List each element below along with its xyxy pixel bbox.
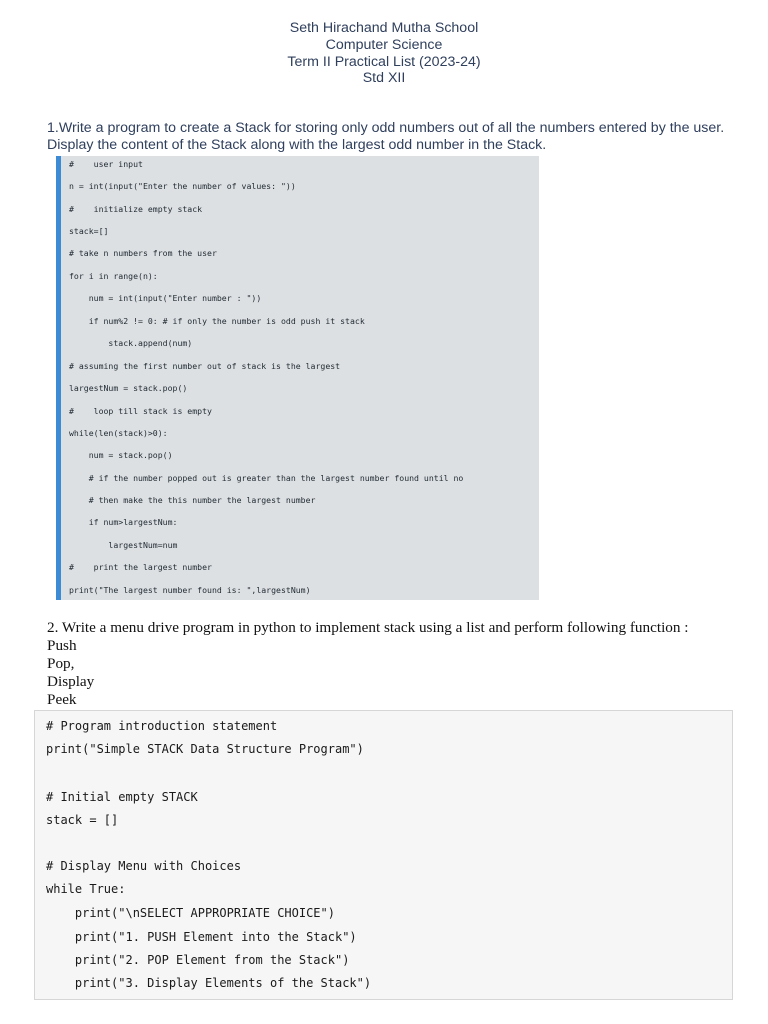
code-line: stack=[] [69,226,109,236]
function-item-peek: Peek [47,691,77,708]
code-line: # user input [69,159,143,169]
code-line: n = int(input("Enter the number of values: ")) [69,181,296,191]
code-line: # then make the this number the largest number [69,495,316,505]
code-line: # initialize empty stack [69,204,203,214]
code-line: stack = [] [46,813,119,827]
code-line: print("2. POP Element from the Stack") [46,953,350,967]
code-line: print("3. Display Elements of the Stack") [46,976,372,990]
code-line: print("Simple STACK Data Structure Program") [46,742,364,756]
code-line: print("1. PUSH Element into the Stack") [46,930,357,944]
question-2-text: 2. Write a menu drive program in python to implement stack using a list and perform following function : [47,619,689,636]
function-item-push: Push [47,637,77,654]
code-block-2 [34,710,733,1000]
code-line: print("The largest number found is: ",largestNum) [69,585,311,595]
code-line: largestNum = stack.pop() [69,383,188,393]
code-line: # print the largest number [69,562,212,572]
school-name: Seth Hirachand Mutha School [289,20,479,36]
function-item-pop: Pop, [47,655,75,672]
code-line: # Display Menu with Choices [46,859,242,873]
code-line: if num>largestNum: [69,517,178,527]
code-line: while(len(stack)>0): [69,428,168,438]
question-1-text: 1.Write a program to create a Stack for storing only odd numbers out of all the numbers entered by the user. Display the content of the Stack along with the largest odd number in the Stack. [47,120,725,153]
code-line: # assuming the first number out of stack is the largest [69,361,341,371]
code-line: # Initial empty STACK [46,790,198,804]
code-line: num = stack.pop() [69,450,173,460]
document-header [0,20,768,87]
code-line: # take n numbers from the user [69,248,217,258]
code-line: if num%2 != 0: # if only the number is odd push it stack [69,316,365,326]
code-line: stack.append(num) [69,338,193,348]
question-2 [47,619,747,709]
code-line: # if the number popped out is greater than the largest number found until no [69,473,464,483]
code-line: while True: [46,882,126,896]
standard-label: Std XII [362,70,406,87]
code-line: largestNum=num [69,540,178,550]
code-line: # loop till stack is empty [69,406,212,416]
code-line: # Program introduction statement [46,719,278,733]
code-line: num = int(input("Enter number : ")) [69,293,262,303]
code-line: print("\nSELECT APPROPRIATE CHOICE") [46,906,335,920]
practical-list-title: Term II Practical List (2023-24) [287,53,481,70]
function-item-display: Display [47,673,95,690]
subject-name: Computer Science [325,36,443,53]
code-line: for i in range(n): [69,271,158,281]
code-block-1 [56,156,539,600]
